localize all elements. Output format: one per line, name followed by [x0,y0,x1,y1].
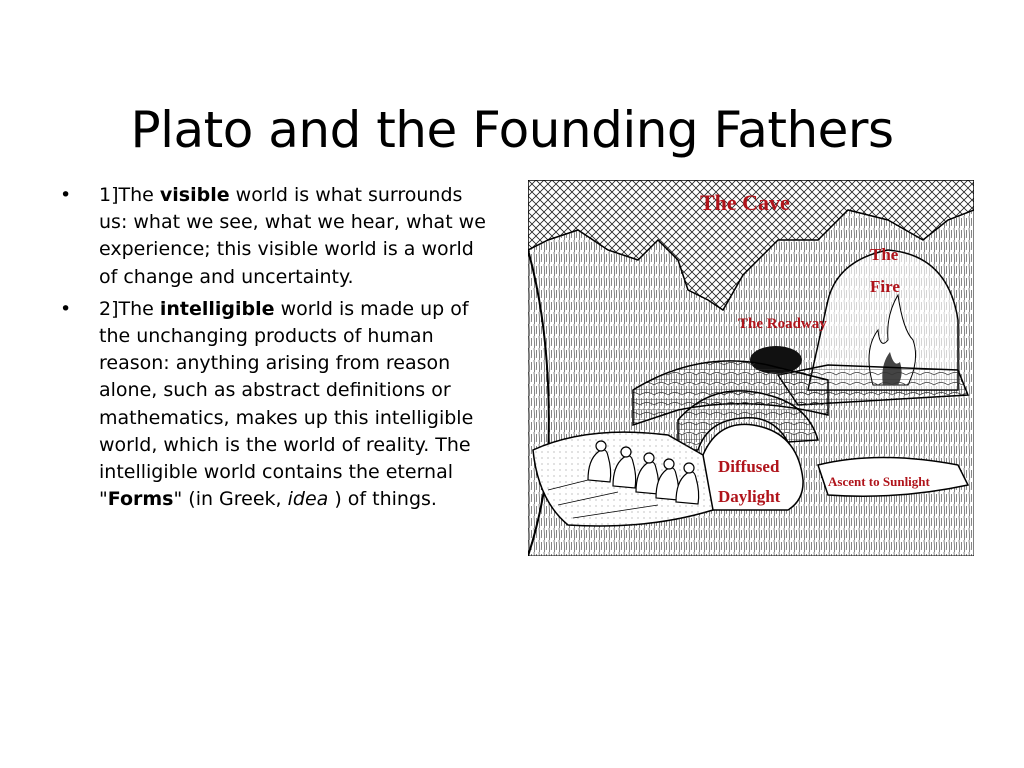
bullet-text-end: ) of things. [328,488,437,511]
label-the-cave: The Cave [700,190,790,215]
bullet-icon: • [60,297,72,320]
label-the-roadway: The Roadway [738,316,827,332]
bullet-text-mid: " (in Greek, [173,488,288,511]
cave-illustration [528,180,974,556]
idea-term: idea [287,488,329,511]
bullet-item-intelligible [60,296,492,514]
label-daylight: Daylight [718,487,781,506]
bullet-text: world is what surrounds us: what we see, what we hear, what we experience; this visible world is a world of change and uncertainty. [99,184,486,288]
label-the-fire-line2: Fire [870,277,900,296]
bullet-list [60,182,492,518]
bullet-text: world is made up of the unchanging products of human reason: anything arising from reason alone, such as abstract definitions or mathematics, makes up this intelligible world, which is the world of reality. The intelligible world contains the eternal " [99,297,474,511]
label-the-fire-line1: The [870,245,899,264]
slide-title: Plato and the Founding Fathers [130,100,894,159]
label-ascent-to-sunlight: Ascent to Sunlight [828,474,930,489]
bullet-item-visible [60,182,492,291]
bullet-prefix: 2]The [99,297,160,320]
bullet-keyword: visible [159,184,230,206]
cave-drawing [528,180,974,556]
forms-term: Forms [107,488,174,511]
label-diffused: Diffused [718,457,780,476]
bullet-icon: • [60,184,72,206]
bullet-prefix: 1]The [99,184,160,206]
bullet-keyword: intelligible [159,297,275,320]
